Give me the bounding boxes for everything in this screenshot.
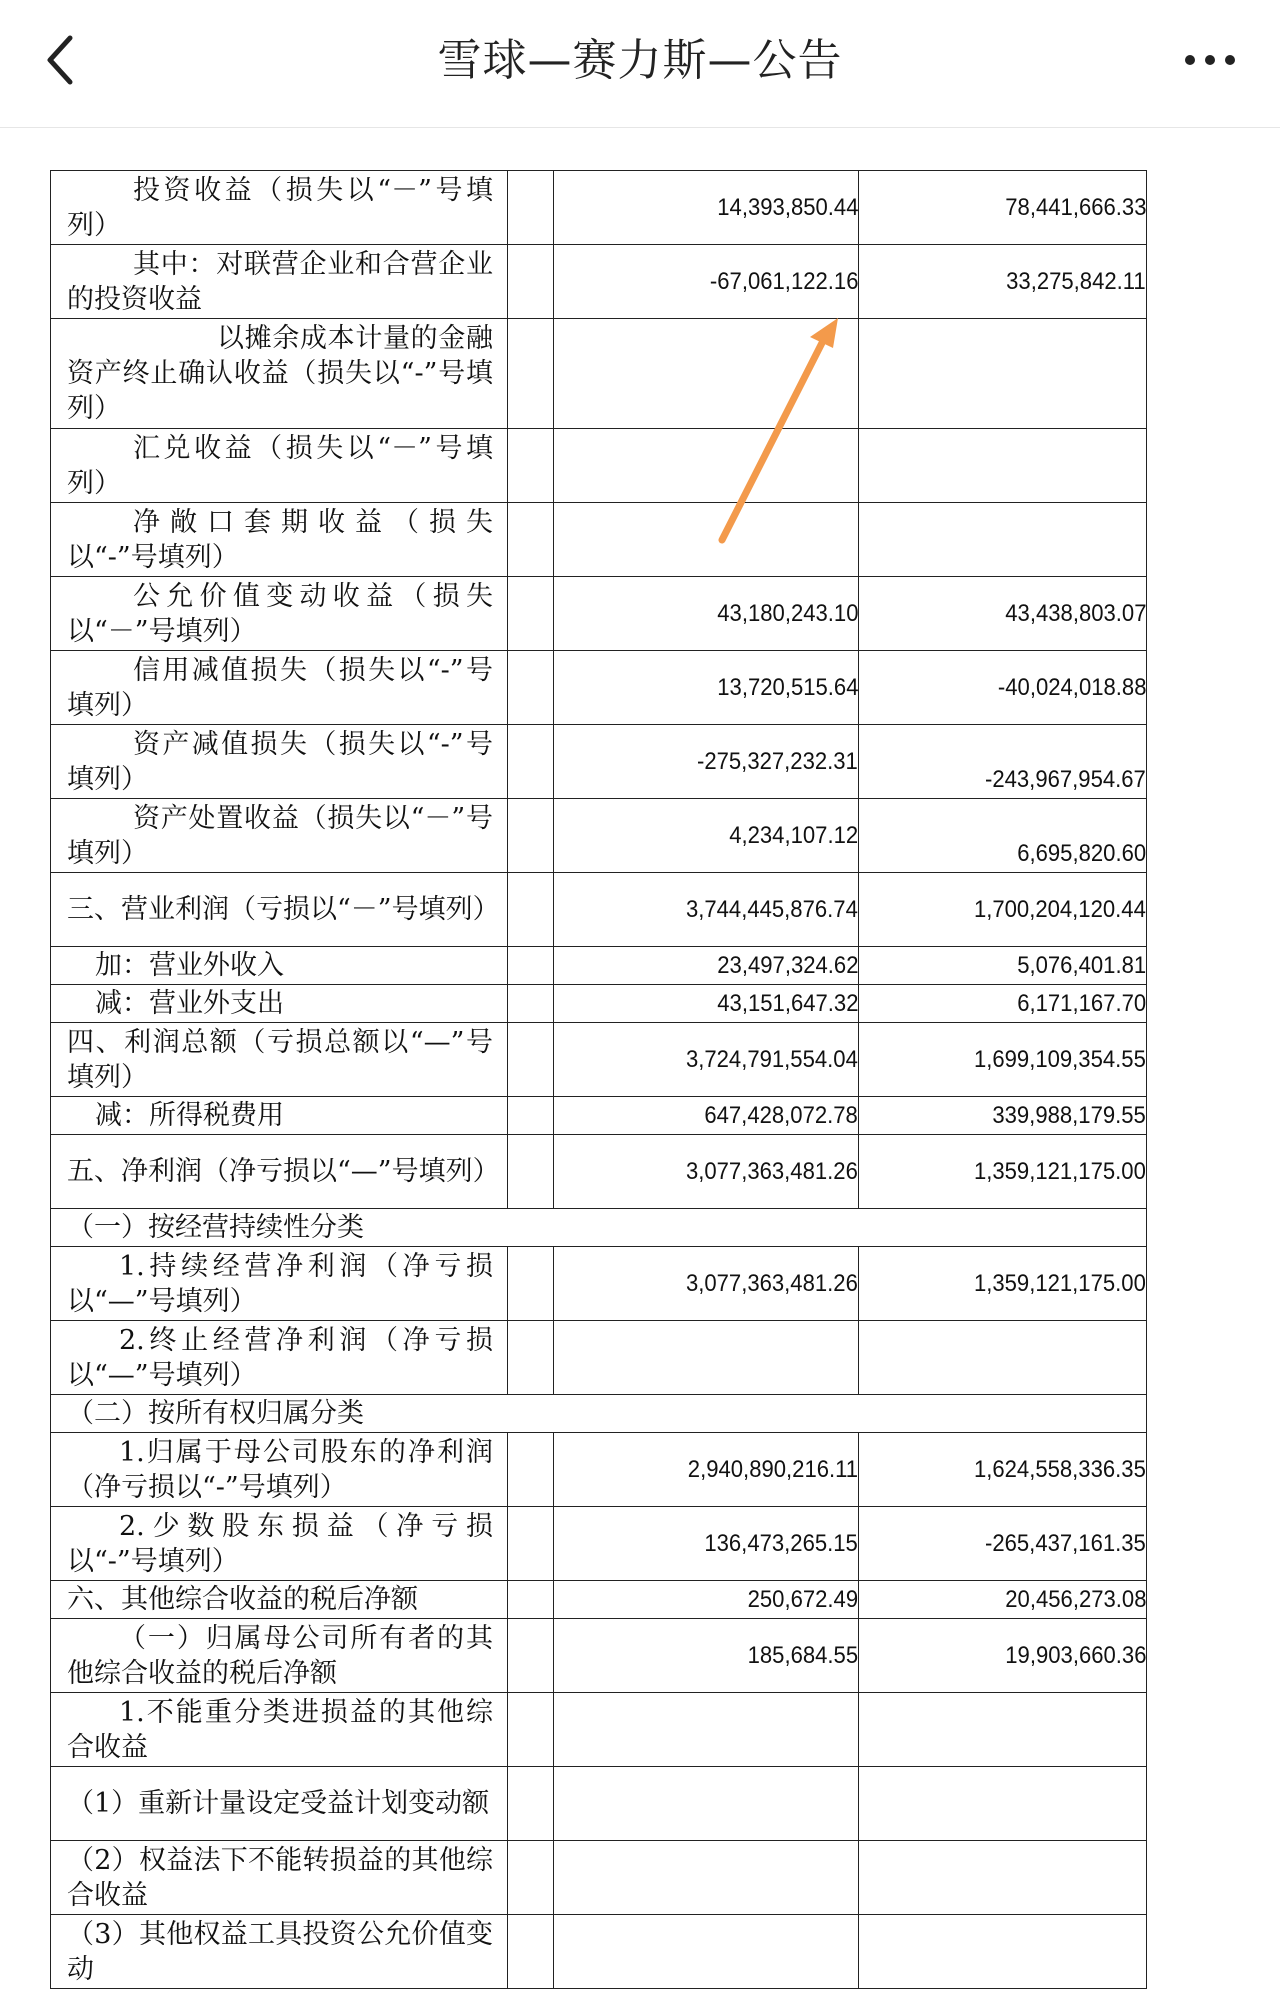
- prior-period-cell: 5,076,401.81: [859, 947, 1147, 985]
- note-cell: [508, 725, 554, 799]
- prior-period-cell: 43,438,803.07: [859, 577, 1147, 651]
- row-label: 汇兑收益（损失以“－”号填列）: [67, 432, 493, 499]
- row-label-cell: [51, 1247, 508, 1321]
- note-cell: [508, 429, 554, 503]
- table-row: [51, 171, 1227, 245]
- row-label-cell: [51, 1767, 508, 1841]
- row-label-cell: [51, 985, 508, 1023]
- current-period-cell: 3,077,363,481.26: [554, 1247, 859, 1321]
- table-row: [51, 725, 1227, 799]
- row-label: 以摊余成本计量的金融资产终止确认收益（损失以“-”号填列）: [67, 323, 493, 424]
- table-row: [51, 1693, 1227, 1767]
- current-period-cell: 3,077,363,481.26: [554, 1135, 859, 1209]
- more-dots-icon: [1180, 40, 1240, 80]
- note-cell: [508, 577, 554, 651]
- row-label: （二）按所有权归属分类: [67, 1398, 364, 1429]
- current-period-cell: 250,672.49: [554, 1581, 859, 1619]
- table-row: [51, 1023, 1227, 1097]
- current-period-cell: [554, 503, 859, 577]
- row-label: 公允价值变动收益（损失以“－”号填列）: [67, 580, 493, 647]
- prior-period-cell: 1,359,121,175.00: [859, 1247, 1147, 1321]
- table-row: [51, 1841, 1227, 1915]
- row-label-cell: [51, 503, 508, 577]
- note-cell: [508, 1097, 554, 1135]
- table-row: [51, 245, 1227, 319]
- current-period-cell: 2,940,890,216.11: [554, 1433, 859, 1507]
- current-period-cell: [554, 1693, 859, 1767]
- row-label: 1.不能重分类进损益的其他综合收益: [67, 1696, 493, 1763]
- row-label: 五、净利润（净亏损以“—”号填列）: [67, 1156, 500, 1187]
- prior-period-cell: -265,437,161.35: [859, 1507, 1147, 1581]
- table-row: [51, 1507, 1227, 1581]
- current-period-cell: 23,497,324.62: [554, 947, 859, 985]
- prior-period-cell: 6,171,167.70: [859, 985, 1147, 1023]
- table-row: [51, 577, 1227, 651]
- row-label-cell: [51, 429, 508, 503]
- note-cell: [508, 245, 554, 319]
- note-cell: [508, 873, 554, 947]
- note-cell: [508, 799, 554, 873]
- table-row: [51, 503, 1227, 577]
- prior-period-cell: 33,275,842.11: [859, 245, 1147, 319]
- table-row: [51, 1321, 1227, 1395]
- row-label: （1）重新计量设定受益计划变动额: [67, 1788, 490, 1819]
- row-label: （2）权益法下不能转损益的其他综合收益: [67, 1844, 493, 1911]
- table-row: [51, 1395, 1227, 1433]
- table-row: [51, 1209, 1227, 1247]
- note-cell: [508, 1619, 554, 1693]
- prior-period-cell: 19,903,660.36: [859, 1619, 1147, 1693]
- prior-period-cell: [859, 1841, 1147, 1915]
- row-label-cell: [51, 171, 508, 245]
- announcement-document[interactable]: [50, 170, 1226, 1985]
- note-cell: [508, 985, 554, 1023]
- row-label: （一）归属母公司所有者的其他综合收益的税后净额: [67, 1622, 493, 1689]
- top-nav-bar: [0, 0, 1280, 128]
- current-period-cell: [554, 429, 859, 503]
- prior-period-cell: 78,441,666.33: [859, 171, 1147, 245]
- table-row: [51, 1619, 1227, 1693]
- current-period-cell: [554, 1321, 859, 1395]
- prior-period-cell: [859, 1321, 1147, 1395]
- row-label-cell: [51, 577, 508, 651]
- row-label: 加：营业外收入: [95, 950, 284, 981]
- note-cell: [508, 1023, 554, 1097]
- row-label-cell: [51, 799, 508, 873]
- current-period-cell: -275,327,232.31: [554, 725, 859, 799]
- income-statement-table: [50, 170, 1227, 1989]
- row-label: 2.少数股东损益（净亏损以“-”号填列）: [67, 1510, 493, 1577]
- row-label-cell: [51, 319, 508, 429]
- row-label-cell: [51, 651, 508, 725]
- prior-period-cell: 1,359,121,175.00: [859, 1135, 1147, 1209]
- current-period-cell: 43,151,647.32: [554, 985, 859, 1023]
- table-row: [51, 873, 1227, 947]
- table-row: [51, 1433, 1227, 1507]
- prior-period-cell: 20,456,273.08: [859, 1581, 1147, 1619]
- table-row: [51, 1247, 1227, 1321]
- note-cell: [508, 503, 554, 577]
- current-period-cell: 14,393,850.44: [554, 171, 859, 245]
- row-label: （一）按经营持续性分类: [67, 1212, 364, 1243]
- table-row: [51, 799, 1227, 873]
- table-row: [51, 1581, 1227, 1619]
- row-label: 投资收益（损失以“－”号填列）: [67, 174, 493, 241]
- table-row: [51, 651, 1227, 725]
- row-label: 2.终止经营净利润（净亏损以“—”号填列）: [67, 1324, 493, 1391]
- current-period-cell: [554, 1767, 859, 1841]
- note-cell: [508, 1433, 554, 1507]
- row-label: 四、利润总额（亏损总额以“—”号填列）: [67, 1026, 493, 1093]
- row-label: 六、其他综合收益的税后净额: [67, 1584, 418, 1615]
- row-label: 1.归属于母公司股东的净利润（净亏损以“-”号填列）: [67, 1436, 493, 1503]
- note-cell: [508, 1693, 554, 1767]
- row-label-cell: [51, 1023, 508, 1097]
- row-label-cell: [51, 245, 508, 319]
- row-label-cell: [51, 1097, 508, 1135]
- prior-period-cell: 1,699,109,354.55: [859, 1023, 1147, 1097]
- section-header-cell: [51, 1209, 1147, 1247]
- note-cell: [508, 1321, 554, 1395]
- prior-period-cell: [859, 1767, 1147, 1841]
- current-period-cell: 136,473,265.15: [554, 1507, 859, 1581]
- prior-period-cell: 1,624,558,336.35: [859, 1433, 1147, 1507]
- row-label-cell: [51, 1841, 508, 1915]
- row-label-cell: [51, 1321, 508, 1395]
- row-label-cell: [51, 1581, 508, 1619]
- current-period-cell: 3,724,791,554.04: [554, 1023, 859, 1097]
- row-label-cell: [51, 1433, 508, 1507]
- prior-period-cell: -40,024,018.88: [859, 651, 1147, 725]
- table-row: [51, 319, 1227, 429]
- table-row: [51, 1915, 1227, 1989]
- row-label-cell: [51, 947, 508, 985]
- table-row: [51, 1135, 1227, 1209]
- note-cell: [508, 947, 554, 985]
- row-label-cell: [51, 873, 508, 947]
- row-label: 净敞口套期收益（损失以“-”号填列）: [67, 506, 493, 573]
- note-cell: [508, 1507, 554, 1581]
- table-row: [51, 985, 1227, 1023]
- section-header-cell: [51, 1395, 1147, 1433]
- row-label: 三、营业利润（亏损以“－”号填列）: [67, 894, 500, 925]
- table-row: [51, 429, 1227, 503]
- current-period-cell: 3,744,445,876.74: [554, 873, 859, 947]
- current-period-cell: [554, 319, 859, 429]
- current-period-cell: 4,234,107.12: [554, 799, 859, 873]
- note-cell: [508, 1581, 554, 1619]
- row-label-cell: [51, 1693, 508, 1767]
- current-period-cell: [554, 1915, 859, 1989]
- row-label: 资产处置收益（损失以“－”号填列）: [67, 802, 493, 869]
- row-label: 其中：对联营企业和合营企业的投资收益: [67, 248, 493, 315]
- row-label: 1.持续经营净利润（净亏损以“—”号填列）: [67, 1250, 493, 1317]
- row-label: 减：所得税费用: [95, 1100, 284, 1131]
- prior-period-cell: 1,700,204,120.44: [859, 873, 1147, 947]
- current-period-cell: 43,180,243.10: [554, 577, 859, 651]
- prior-period-cell: [859, 503, 1147, 577]
- current-period-cell: 185,684.55: [554, 1619, 859, 1693]
- prior-period-cell: [859, 1693, 1147, 1767]
- prior-period-cell: -243,967,954.67: [859, 725, 1147, 799]
- table-row: [51, 1097, 1227, 1135]
- row-label-cell: [51, 1619, 508, 1693]
- current-period-cell: 13,720,515.64: [554, 651, 859, 725]
- row-label: （3）其他权益工具投资公允价值变动: [67, 1918, 493, 1985]
- note-cell: [508, 319, 554, 429]
- note-cell: [508, 1915, 554, 1989]
- note-cell: [508, 1841, 554, 1915]
- current-period-cell: -67,061,122.16: [554, 245, 859, 319]
- current-period-cell: [554, 1841, 859, 1915]
- row-label: 资产减值损失（损失以“-”号填列）: [67, 728, 493, 795]
- more-button[interactable]: [1180, 40, 1240, 80]
- row-label-cell: [51, 1915, 508, 1989]
- note-cell: [508, 1247, 554, 1321]
- row-label: 减：营业外支出: [95, 988, 284, 1019]
- row-label-cell: [51, 1507, 508, 1581]
- table-row: [51, 1767, 1227, 1841]
- page-title: 雪球—赛力斯—公告: [437, 35, 843, 86]
- prior-period-cell: 339,988,179.55: [859, 1097, 1147, 1135]
- note-cell: [508, 171, 554, 245]
- prior-period-cell: [859, 429, 1147, 503]
- note-cell: [508, 651, 554, 725]
- row-label-cell: [51, 1135, 508, 1209]
- note-cell: [508, 1767, 554, 1841]
- prior-period-cell: [859, 319, 1147, 429]
- prior-period-cell: 6,695,820.60: [859, 799, 1147, 873]
- table-row: [51, 947, 1227, 985]
- current-period-cell: 647,428,072.78: [554, 1097, 859, 1135]
- prior-period-cell: [859, 1915, 1147, 1989]
- row-label-cell: [51, 725, 508, 799]
- row-label: 信用减值损失（损失以“-”号填列）: [67, 654, 493, 721]
- note-cell: [508, 1135, 554, 1209]
